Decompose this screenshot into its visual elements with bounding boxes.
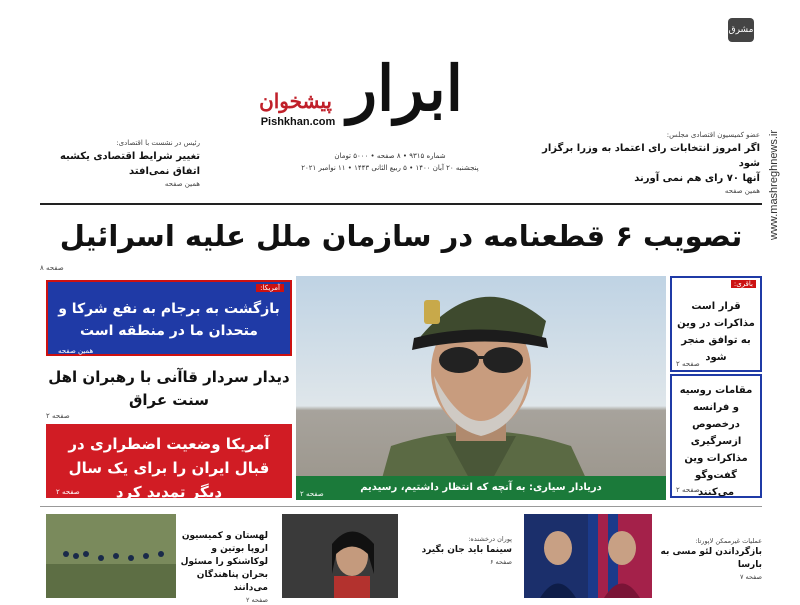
issue-line-2: پنجشنبه ۲۰ آبان ۱۴۰۰ • ۵ ربیع الثانی ۱۴۴۳ • ۱۱ نوامبر ۲۰۲۱: [301, 164, 479, 172]
photo-caption-ref: صفحه ۲: [300, 490, 324, 498]
headline-page-ref: صفحه ۸: [40, 264, 64, 272]
site-badge: مشرق: [728, 18, 754, 42]
main-headline[interactable]: تصویب ۶ قطعنامه در سازمان ملل علیه اسرائیل: [59, 219, 743, 253]
cinema-photo[interactable]: [282, 514, 398, 598]
issue-line-1: شماره ۹۳۱۵ • ۸ صفحه • ۵۰۰۰ تومان: [334, 152, 446, 160]
right-teaser-ref: همین صفحه: [724, 187, 760, 195]
admiral-photo[interactable]: [296, 276, 666, 500]
bottom-item-2-ref: صفحه ۶: [489, 558, 512, 566]
left-teaser-line1: تغییر شرایط اقتصادی یکشبه: [59, 151, 200, 162]
cinema-illustration: [282, 514, 398, 598]
right-box-1-text: قرار است مذاکرات در وین به توافق منجر شود: [677, 301, 755, 363]
bottom-item-1-ref: صفحه ۲: [245, 596, 268, 604]
pishkhan-url[interactable]: Pishkhan.com: [260, 116, 336, 128]
bottom-item-3-text: بازگرداندن لئو مسی به بارسا: [660, 547, 762, 570]
right-box-1-ref: صفحه ۲: [676, 360, 700, 368]
newspaper-logo: ابرار: [347, 52, 463, 125]
red-box-text: آمریکا وضعیت اضطراری در قبال ایران را برای یک سال دیگر تمدید کرد: [68, 435, 270, 501]
bottom-item-2-text: سینما باید جان بگیرد: [421, 545, 512, 555]
blue-box-tag: آمریکا:: [256, 284, 284, 292]
right-box-2-ref: صفحه ۲: [676, 486, 700, 494]
right-box-1[interactable]: [670, 276, 762, 372]
right-box-2-text: مقامات روسیه و فرانسه درخصوص ازسرگیری مذاکرات وین گفت‌وگو می‌کنند: [679, 385, 753, 498]
right-teaser-line1: اگر امروز انتخابات رای اعتماد به وزرا برگزار شود: [542, 143, 760, 169]
watermark-url: www.mashreghnews.ir: [768, 129, 780, 240]
left-teaser[interactable]: [40, 138, 200, 190]
blue-box-ref: همین صفحه: [58, 347, 94, 355]
right-teaser-kicker: عضو کمیسیون اقتصادی مجلس:: [666, 131, 760, 139]
admiral-illustration: [296, 276, 666, 500]
left-teaser-line2: اتفاق نمی‌افتد: [129, 166, 200, 177]
mid-news[interactable]: دیدار سردار قاآنی با رهبران اهل سنت عراق: [48, 368, 290, 409]
refugee-illustration: [46, 514, 176, 598]
issue-info: [300, 150, 480, 174]
bottom-item-1-text: لهستان و کمیسیون اروپا بوتین و لوکاشنکو را مسئول بحران پناهندگان می‌دانند: [180, 531, 268, 593]
pishkhan-logo: پیشخوان: [259, 89, 332, 113]
right-box-2[interactable]: [670, 374, 762, 498]
blue-box-text: بازگشت به برجام به نفع شرکا و متحدان ما در منطقه است: [58, 301, 280, 339]
masthead-rule: [40, 203, 762, 205]
blue-news-box[interactable]: [46, 280, 292, 356]
right-teaser[interactable]: [520, 130, 760, 197]
photo-caption: دریادار سیاری: به آنچه که انتظار داشتیم، رسیدیم: [296, 476, 666, 500]
red-news-box[interactable]: [46, 424, 292, 501]
bottom-item-3-ref: صفحه ۷: [739, 573, 762, 581]
bottom-item-2-kicker: پوران درخشنده:: [468, 535, 512, 543]
bottom-item-3[interactable]: [658, 536, 762, 582]
mid-news-ref: صفحه ۲: [46, 412, 70, 420]
right-box-1-tag: باقری:: [731, 280, 756, 288]
red-box-ref: صفحه ۲: [56, 488, 80, 496]
left-teaser-ref: همین صفحه: [164, 180, 200, 188]
right-teaser-line2: آنها ۷۰ رای هم نمی آورند: [634, 173, 760, 184]
bottom-divider: [40, 506, 762, 507]
bottom-item-2[interactable]: [404, 534, 512, 567]
messi-illustration: [524, 514, 652, 598]
bottom-item-3-kicker: عملیات غیرممکن لاپورتا:: [695, 537, 762, 545]
bottom-item-1[interactable]: [180, 530, 268, 605]
messi-photo[interactable]: [524, 514, 652, 598]
left-teaser-kicker: رئیس در نشست با اقتصادی:: [116, 139, 200, 147]
refugee-photo[interactable]: [46, 514, 176, 598]
